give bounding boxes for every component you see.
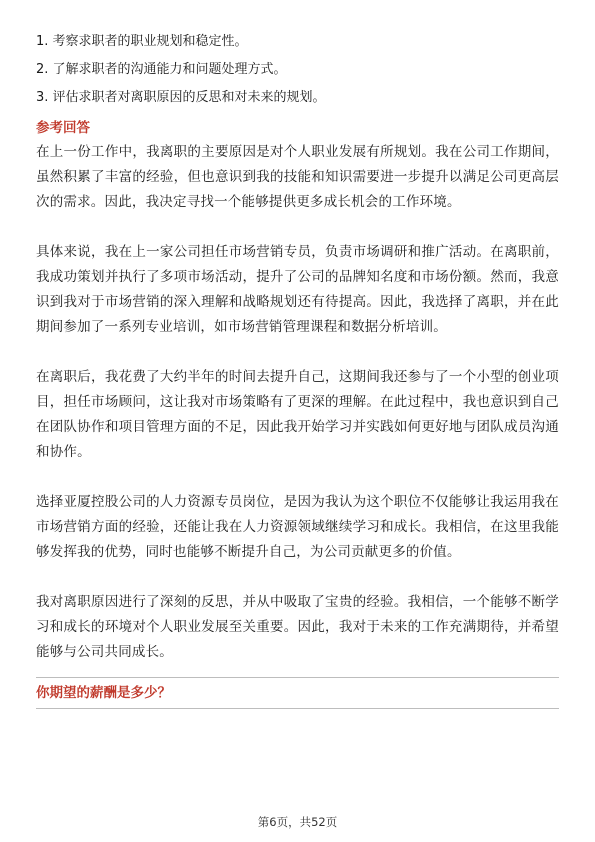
list-item: 1. 考察求职者的职业规划和稳定性。 bbox=[36, 34, 248, 49]
answer-title: 参考回答 bbox=[36, 120, 90, 136]
document-page bbox=[36, 28, 559, 709]
page-footer: 第6页，共52页 bbox=[257, 815, 338, 829]
paragraph: 选择亚厦控股公司的人力资源专员岗位，是因为我认为这个职位不仅能够让我运用我在市场营销方面的经验，还能让我在人力资源领域继续学习和成长。我相信，在这里我能够发挥我的优势，同时也能够不断提升自己，为公司贡献更多的价值。 bbox=[36, 494, 559, 560]
paragraph: 我对离职原因进行了深刻的反思，并从中吸取了宝贵的经验。我相信，一个能够不断学习和成长的环境对个人职业发展至关重要。因此，我对于未来的工作充满期待，并希望能够与公司共同成长。 bbox=[36, 594, 559, 660]
next-question: 你期望的薪酬是多少？ bbox=[36, 685, 171, 701]
paragraph: 在上一份工作中，我离职的主要原因是对个人职业发展有所规划。我在公司工作期间，虽然积累了丰富的经验，但也意识到我的技能和知识需要进一步提升以满足公司更高层次的需求。因此，我决定寻找一个能够提供更多成长机会的工作环境。 bbox=[36, 144, 559, 210]
paragraph: 具体来说，我在上一家公司担任市场营销专员，负责市场调研和推广活动。在离职前，我成功策划并执行了多项市场活动，提升了公司的品牌知名度和市场份额。然而，我意识到我对于市场营销的深入理解和战略规划还有待提高。因此，我选择了离职，并在此期间参加了一系列专业培训，如市场营销管理课程和数据分析培训。 bbox=[36, 244, 559, 335]
divider bbox=[36, 708, 559, 709]
list-item: 2. 了解求职者的沟通能力和问题处理方式。 bbox=[36, 62, 287, 77]
list-item: 3. 评估求职者对离职原因的反思和对未来的规划。 bbox=[36, 90, 326, 105]
paragraph: 在离职后，我花费了大约半年的时间去提升自己，这期间我还参与了一个小型的创业项目，担任市场顾问，这让我对市场策略有了更深的理解。在此过程中，我也意识到自己在团队协作和项目管理方面的不足，因此我开始学习并实践如何更好地与团队成员沟通和协作。 bbox=[36, 369, 559, 460]
